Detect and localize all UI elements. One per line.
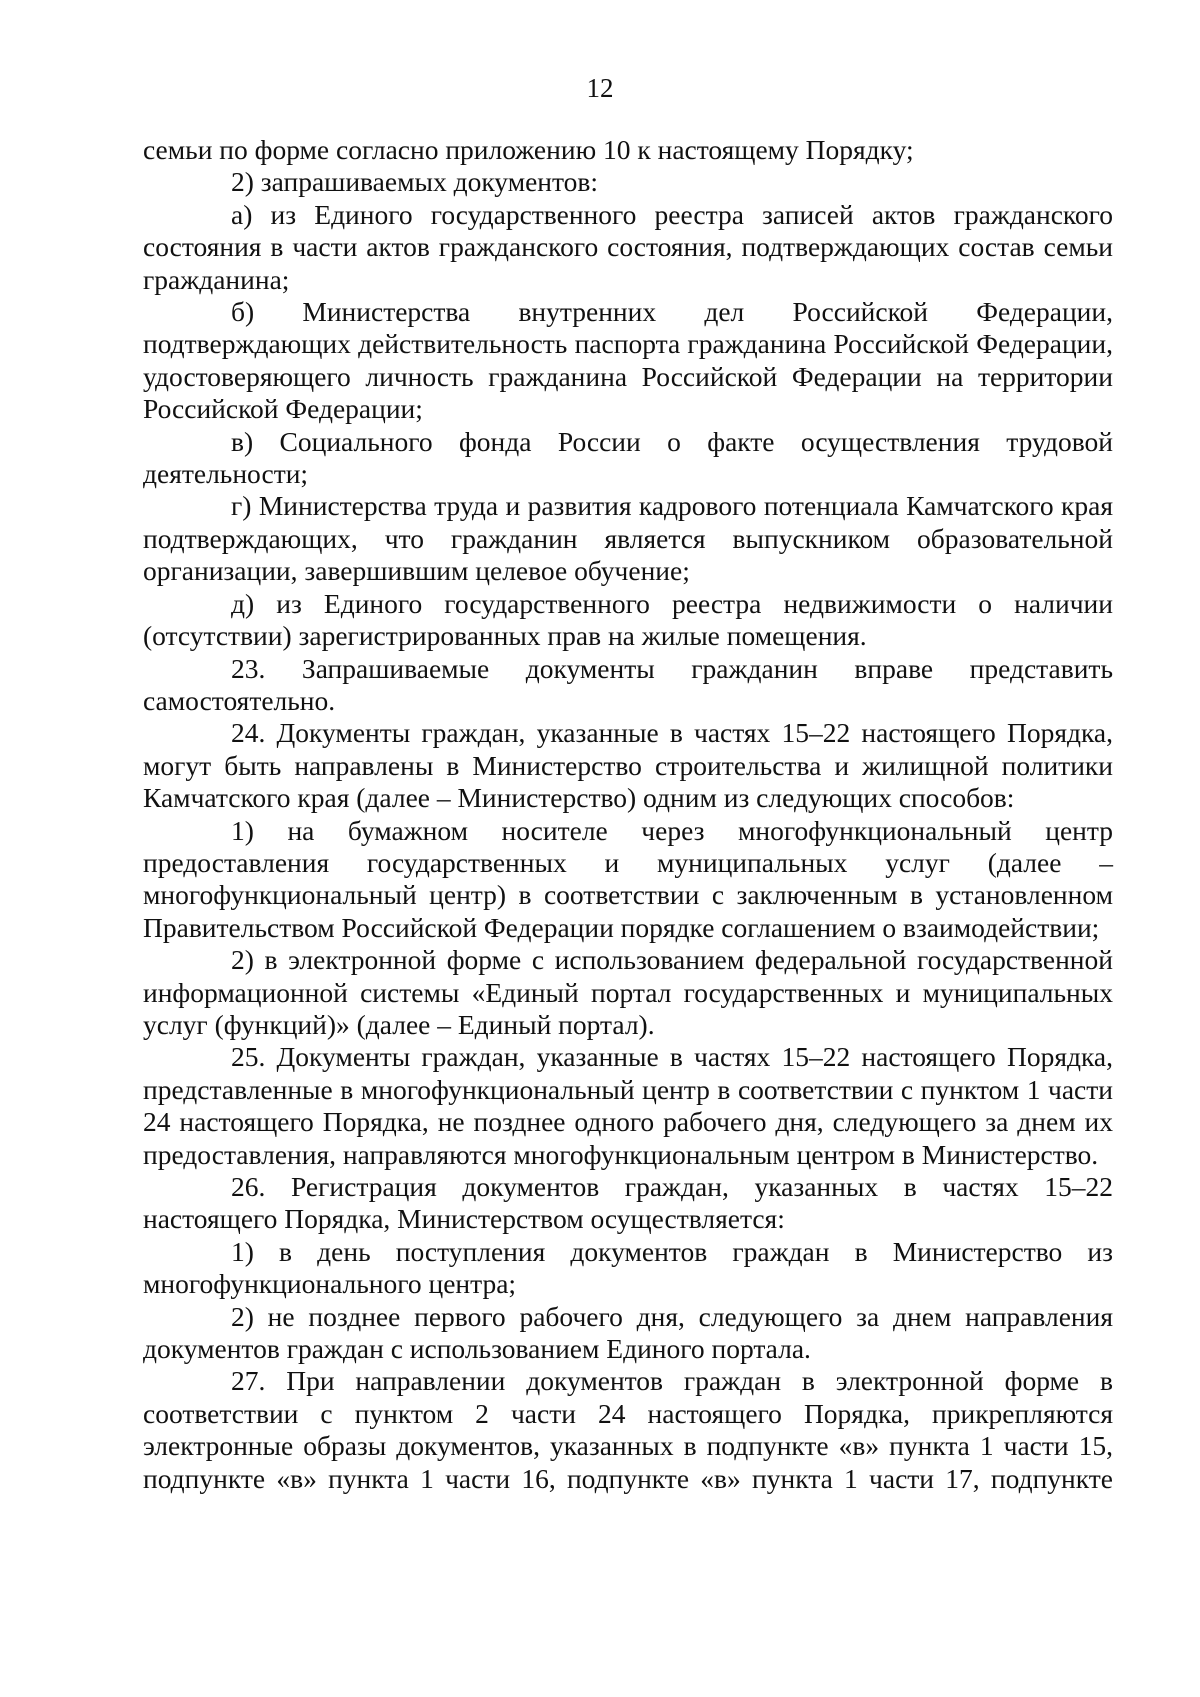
- document-body: [143, 134, 1113, 1495]
- paragraph-item-d: д) из Единого государственного реестра недвижимости о наличии (отсутствии) зарегистрированных прав на жилые помещения.: [143, 587, 1113, 652]
- paragraph-26-item-2: 2) не позднее первого рабочего дня, следующего за днем направления документов граждан с использованием Единого портала.: [143, 1300, 1113, 1365]
- paragraph-27: 27. При направлении документов граждан в электронной форме в соответствии с пунктом 2 части 24 настоящего Порядка, прикрепляются электронные образы документов, указанных в подпункте «в» пункта 1 части 15, подпункте «в» пункта 1 части 16, подпункте «в» пункта 1 части 17, подпункте: [143, 1365, 1113, 1494]
- paragraph-item-v: в) Социального фонда России о факте осуществления трудовой деятельности;: [143, 425, 1113, 490]
- paragraph-continuation: семьи по форме согласно приложению 10 к настоящему Порядку;: [143, 134, 914, 165]
- page-number: 12: [586, 73, 614, 103]
- paragraph-24: 24. Документы граждан, указанные в частях 15–22 настоящего Порядка, могут быть направлены в Министерство строительства и жилищной политики Камчатского края (далее – Министерство) одним из следующих способов:: [143, 717, 1113, 814]
- paragraph-item-g: г) Министерства труда и развития кадрового потенциала Камчатского края подтверждающих, что гражданин является выпускником образовательной организации, завершившим целевое обучение;: [143, 490, 1113, 587]
- paragraph-23: 23. Запрашиваемые документы гражданин вправе представить самостоятельно.: [143, 652, 1113, 716]
- paragraph-item-b: б) Министерства внутренних дел Российской Федерации, подтверждающих действительность паспорта гражданина Российской Федерации, удостоверяющего личность гражданина Российской Федерации на территории Российской Федерации;: [143, 296, 1113, 425]
- paragraph-item-a: а) из Единого государственного реестра записей актов гражданского состояния в части актов гражданского состояния, подтверждающих состав семьи гражданина;: [143, 198, 1113, 295]
- paragraph-24-item-2: 2) в электронной форме с использованием федеральной государственной информационной системы «Единый портал государственных и муниципальных услуг (функций)» (далее – Единый портал).: [143, 944, 1113, 1040]
- paragraph-25: 25. Документы граждан, указанные в частях 15–22 настоящего Порядка, представленные в многофункциональный центр в соответствии с пунктом 1 части 24 настоящего Порядка, не позднее одного рабочего дня, следующего за днем их предоставления, направляются многофункциональным центром в Министерство.: [143, 1041, 1113, 1170]
- paragraph-requested-documents: 2) запрашиваемых документов:: [231, 166, 599, 198]
- paragraph-26-item-1: 1) в день поступления документов граждан в Министерство из многофункционального центра;: [143, 1235, 1113, 1300]
- paragraph-24-item-1: 1) на бумажном носителе через многофункциональный центр предоставления государственных и муниципальных услуг (далее – многофункциональный центр) в соответствии с заключенным в установленном Правительством Российской Федерации порядке соглашением о взаимодействии;: [143, 814, 1113, 943]
- paragraph-26: 26. Регистрация документов граждан, указанных в частях 15–22 настоящего Порядка, Министерством осуществляется:: [143, 1171, 1113, 1235]
